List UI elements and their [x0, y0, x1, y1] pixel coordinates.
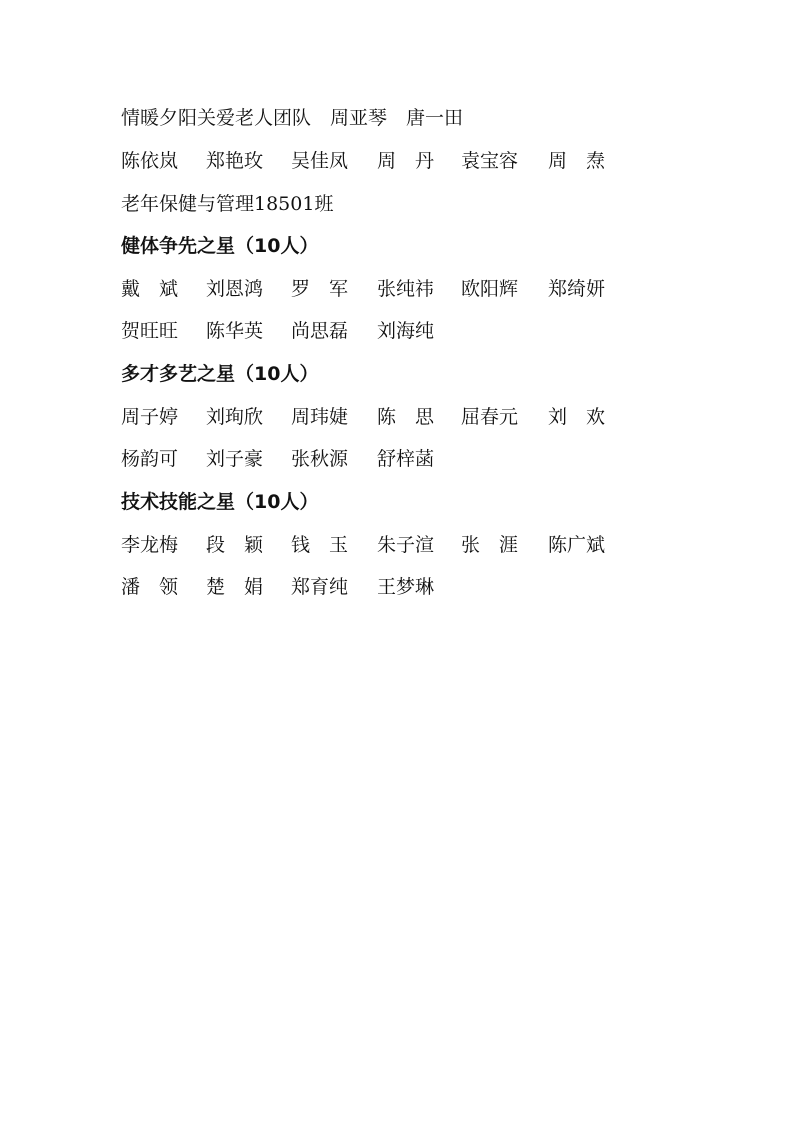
member-name: 周 焘 — [548, 150, 606, 172]
awardee-name: 潘 领 — [121, 576, 179, 598]
awardee-row — [121, 533, 621, 557]
section-heading: 技术技能之星（10人） — [121, 491, 319, 513]
awardee-name: 刘海纯 — [377, 320, 435, 342]
awardee-name: 周子婷 — [121, 406, 179, 428]
team-line: 情暖夕阳关爱老人团队 周亚琴 唐一田 — [121, 107, 464, 129]
awardee-name: 杨韵可 — [121, 448, 179, 470]
awardee-name: 舒梓菡 — [377, 448, 435, 470]
section-heading: 健体争先之星（10人） — [121, 235, 319, 257]
awardee-name: 刘子豪 — [206, 448, 264, 470]
awardee-name: 钱 玉 — [291, 534, 349, 556]
awardee-name: 张秋源 — [291, 448, 349, 470]
awardee-name: 陈华英 — [206, 320, 264, 342]
awardee-name: 罗 军 — [291, 278, 349, 300]
awardee-name: 李龙梅 — [121, 534, 179, 556]
member-name: 袁宝容 — [461, 150, 519, 172]
section-heading: 多才多艺之星（10人） — [121, 363, 319, 385]
member-name: 周 丹 — [377, 150, 435, 172]
awardee-row — [121, 575, 621, 599]
awardee-name: 段 颖 — [206, 534, 264, 556]
awardee-name: 王梦琳 — [377, 576, 435, 598]
member-name: 陈依岚 — [121, 150, 179, 172]
awardee-row — [121, 277, 621, 301]
awardee-name: 屈春元 — [461, 406, 519, 428]
awardee-name: 朱子渲 — [377, 534, 435, 556]
awardee-name: 张纯祎 — [377, 278, 435, 300]
awardee-name: 欧阳辉 — [461, 278, 519, 300]
member-name: 郑艳玫 — [206, 150, 264, 172]
awardee-name: 刘珣欣 — [206, 406, 264, 428]
awardee-name: 陈 思 — [377, 406, 435, 428]
awardee-name: 郑绮妍 — [548, 278, 606, 300]
awardee-name: 刘恩鸿 — [206, 278, 264, 300]
class-line: 老年保健与管理18501班 — [121, 193, 334, 215]
awardee-name: 戴 斌 — [121, 278, 179, 300]
awardee-name: 周玮婕 — [291, 406, 349, 428]
awardee-name: 陈广斌 — [548, 534, 606, 556]
awardee-name: 贺旺旺 — [121, 320, 179, 342]
member-name: 吴佳凤 — [291, 150, 349, 172]
team-members-row — [121, 149, 621, 173]
awardee-row — [121, 319, 621, 343]
awardee-row — [121, 447, 621, 471]
awardee-name: 尚思磊 — [291, 320, 349, 342]
awardee-name: 刘 欢 — [548, 406, 606, 428]
awardee-name: 楚 娟 — [206, 576, 264, 598]
awardee-name: 郑育纯 — [291, 576, 349, 598]
awardee-name: 张 涯 — [461, 534, 519, 556]
awardee-row — [121, 405, 621, 429]
